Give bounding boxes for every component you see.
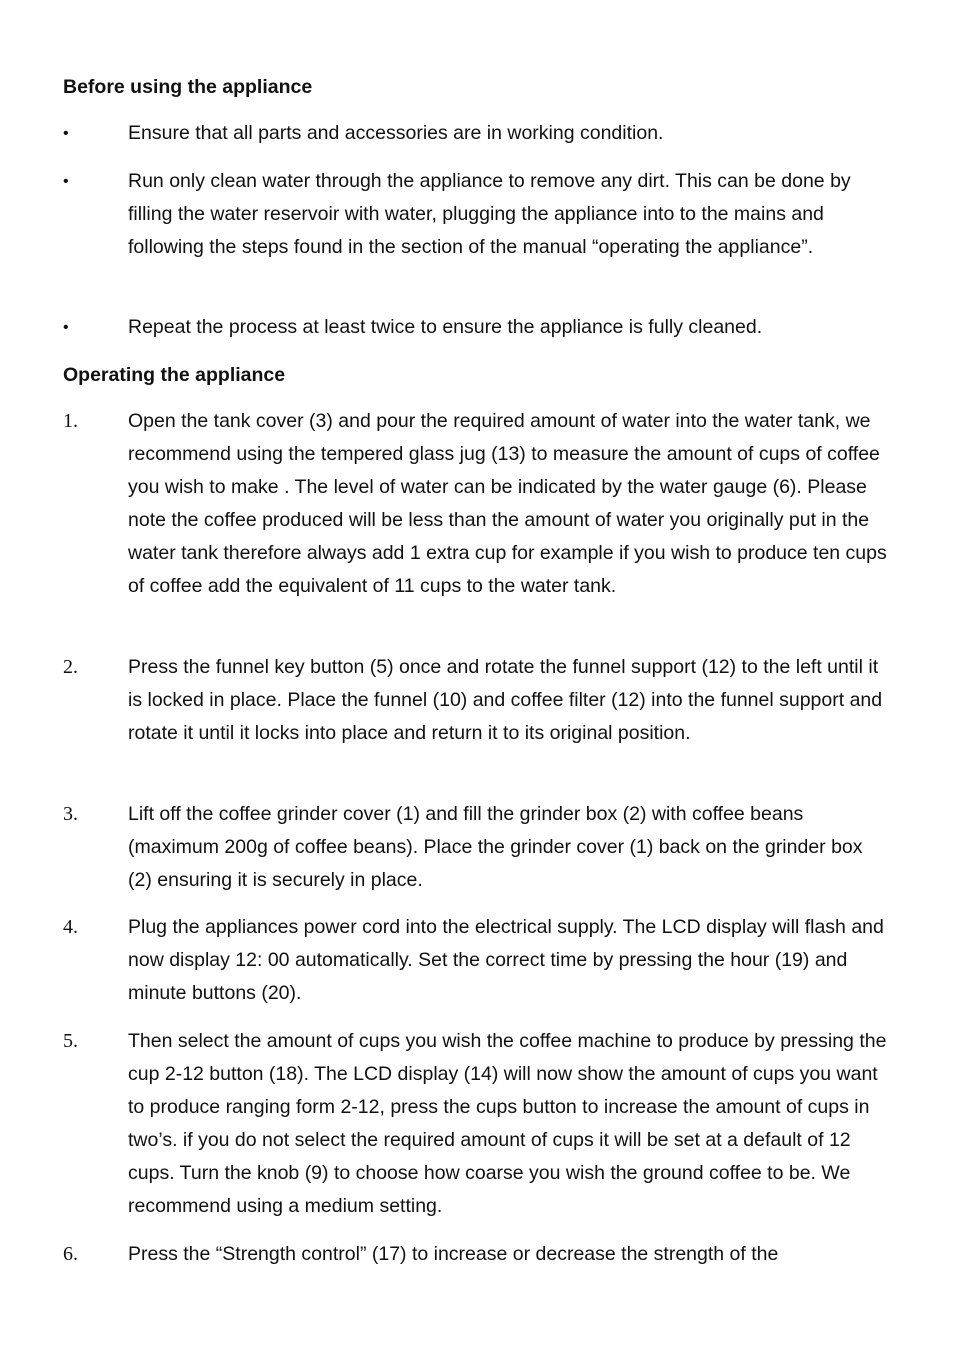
step-item: [63, 911, 893, 1010]
bullet-item: [63, 117, 893, 150]
step-text: Press the funnel key button (5) once and rotate the funnel support (12) to the left until it is locked in place. Place the funnel (10) and coffee filter (12) into the funnel support and rotate it until it locks into place and return it to its original position.: [128, 656, 883, 744]
section-heading-operating: Operating the appliance: [63, 364, 286, 386]
bullet-item: [63, 165, 893, 297]
bullet-marker: •: [63, 173, 69, 190]
step-number: 1.: [63, 410, 78, 432]
bullet-text: Run only clean water through the appliance to remove any dirt. This can be done by filling the water reservoir with water, plugging the appliance into to the mains and following the steps found in the section of the manual “operating the appliance”.: [128, 170, 851, 258]
bullet-text: Ensure that all parts and accessories are in working condition.: [128, 122, 664, 144]
step-number: 6.: [63, 1243, 78, 1265]
step-item: [63, 405, 893, 636]
step-number: 4.: [63, 916, 78, 938]
step-number: 2.: [63, 656, 78, 678]
step-item: [63, 798, 893, 897]
step-item: [63, 1025, 893, 1223]
step-text: Plug the appliances power cord into the electrical supply. The LCD display will flash and now display 12: 00 automatically. Set the correct time by pressing the hour (19) and minute buttons (20).: [128, 916, 884, 1004]
bullet-text: Repeat the process at least twice to ensure the appliance is fully cleaned.: [128, 316, 763, 338]
step-text: Press the “Strength control” (17) to increase or decrease the strength of the: [128, 1243, 779, 1265]
step-item: [63, 651, 893, 783]
step-text: Then select the amount of cups you wish the coffee machine to produce by pressing the cup 2-12 button (18). The LCD display (14) will now show the amount of cups you want to produce ranging form 2-12, press the cups button to increase the amount of cups in two’s. if you do not select the required amount of cups it will be set at a default of 12 cups. Turn the knob (9) to choose how coarse you wish the ground coffee to be. We recommend using a medium setting.: [128, 1030, 887, 1217]
step-text: Lift off the coffee grinder cover (1) and fill the grinder box (2) with coffee beans (maximum 200g of coffee beans). Place the grinder cover (1) back on the grinder box (2) ensuring it is securely in place.: [128, 803, 863, 891]
section-heading-before-use: Before using the appliance: [63, 76, 313, 98]
step-number: 5.: [63, 1030, 78, 1052]
step-item: [63, 1238, 893, 1271]
bullet-marker: •: [63, 125, 69, 142]
bullet-item: [63, 311, 893, 344]
bullet-marker: •: [63, 319, 69, 336]
step-number: 3.: [63, 803, 78, 825]
step-text: Open the tank cover (3) and pour the required amount of water into the water tank, we recommend using the tempered glass jug (13) to measure the amount of cups of coffee you wish to make . The level of water can be indicated by the water gauge (6). Please note the coffee produced will be less than the amount of water you originally put in the water tank therefore always add 1 extra cup for example if you wish to produce ten cups of coffee add the equivalent of 11 cups to the water tank.: [128, 410, 887, 597]
